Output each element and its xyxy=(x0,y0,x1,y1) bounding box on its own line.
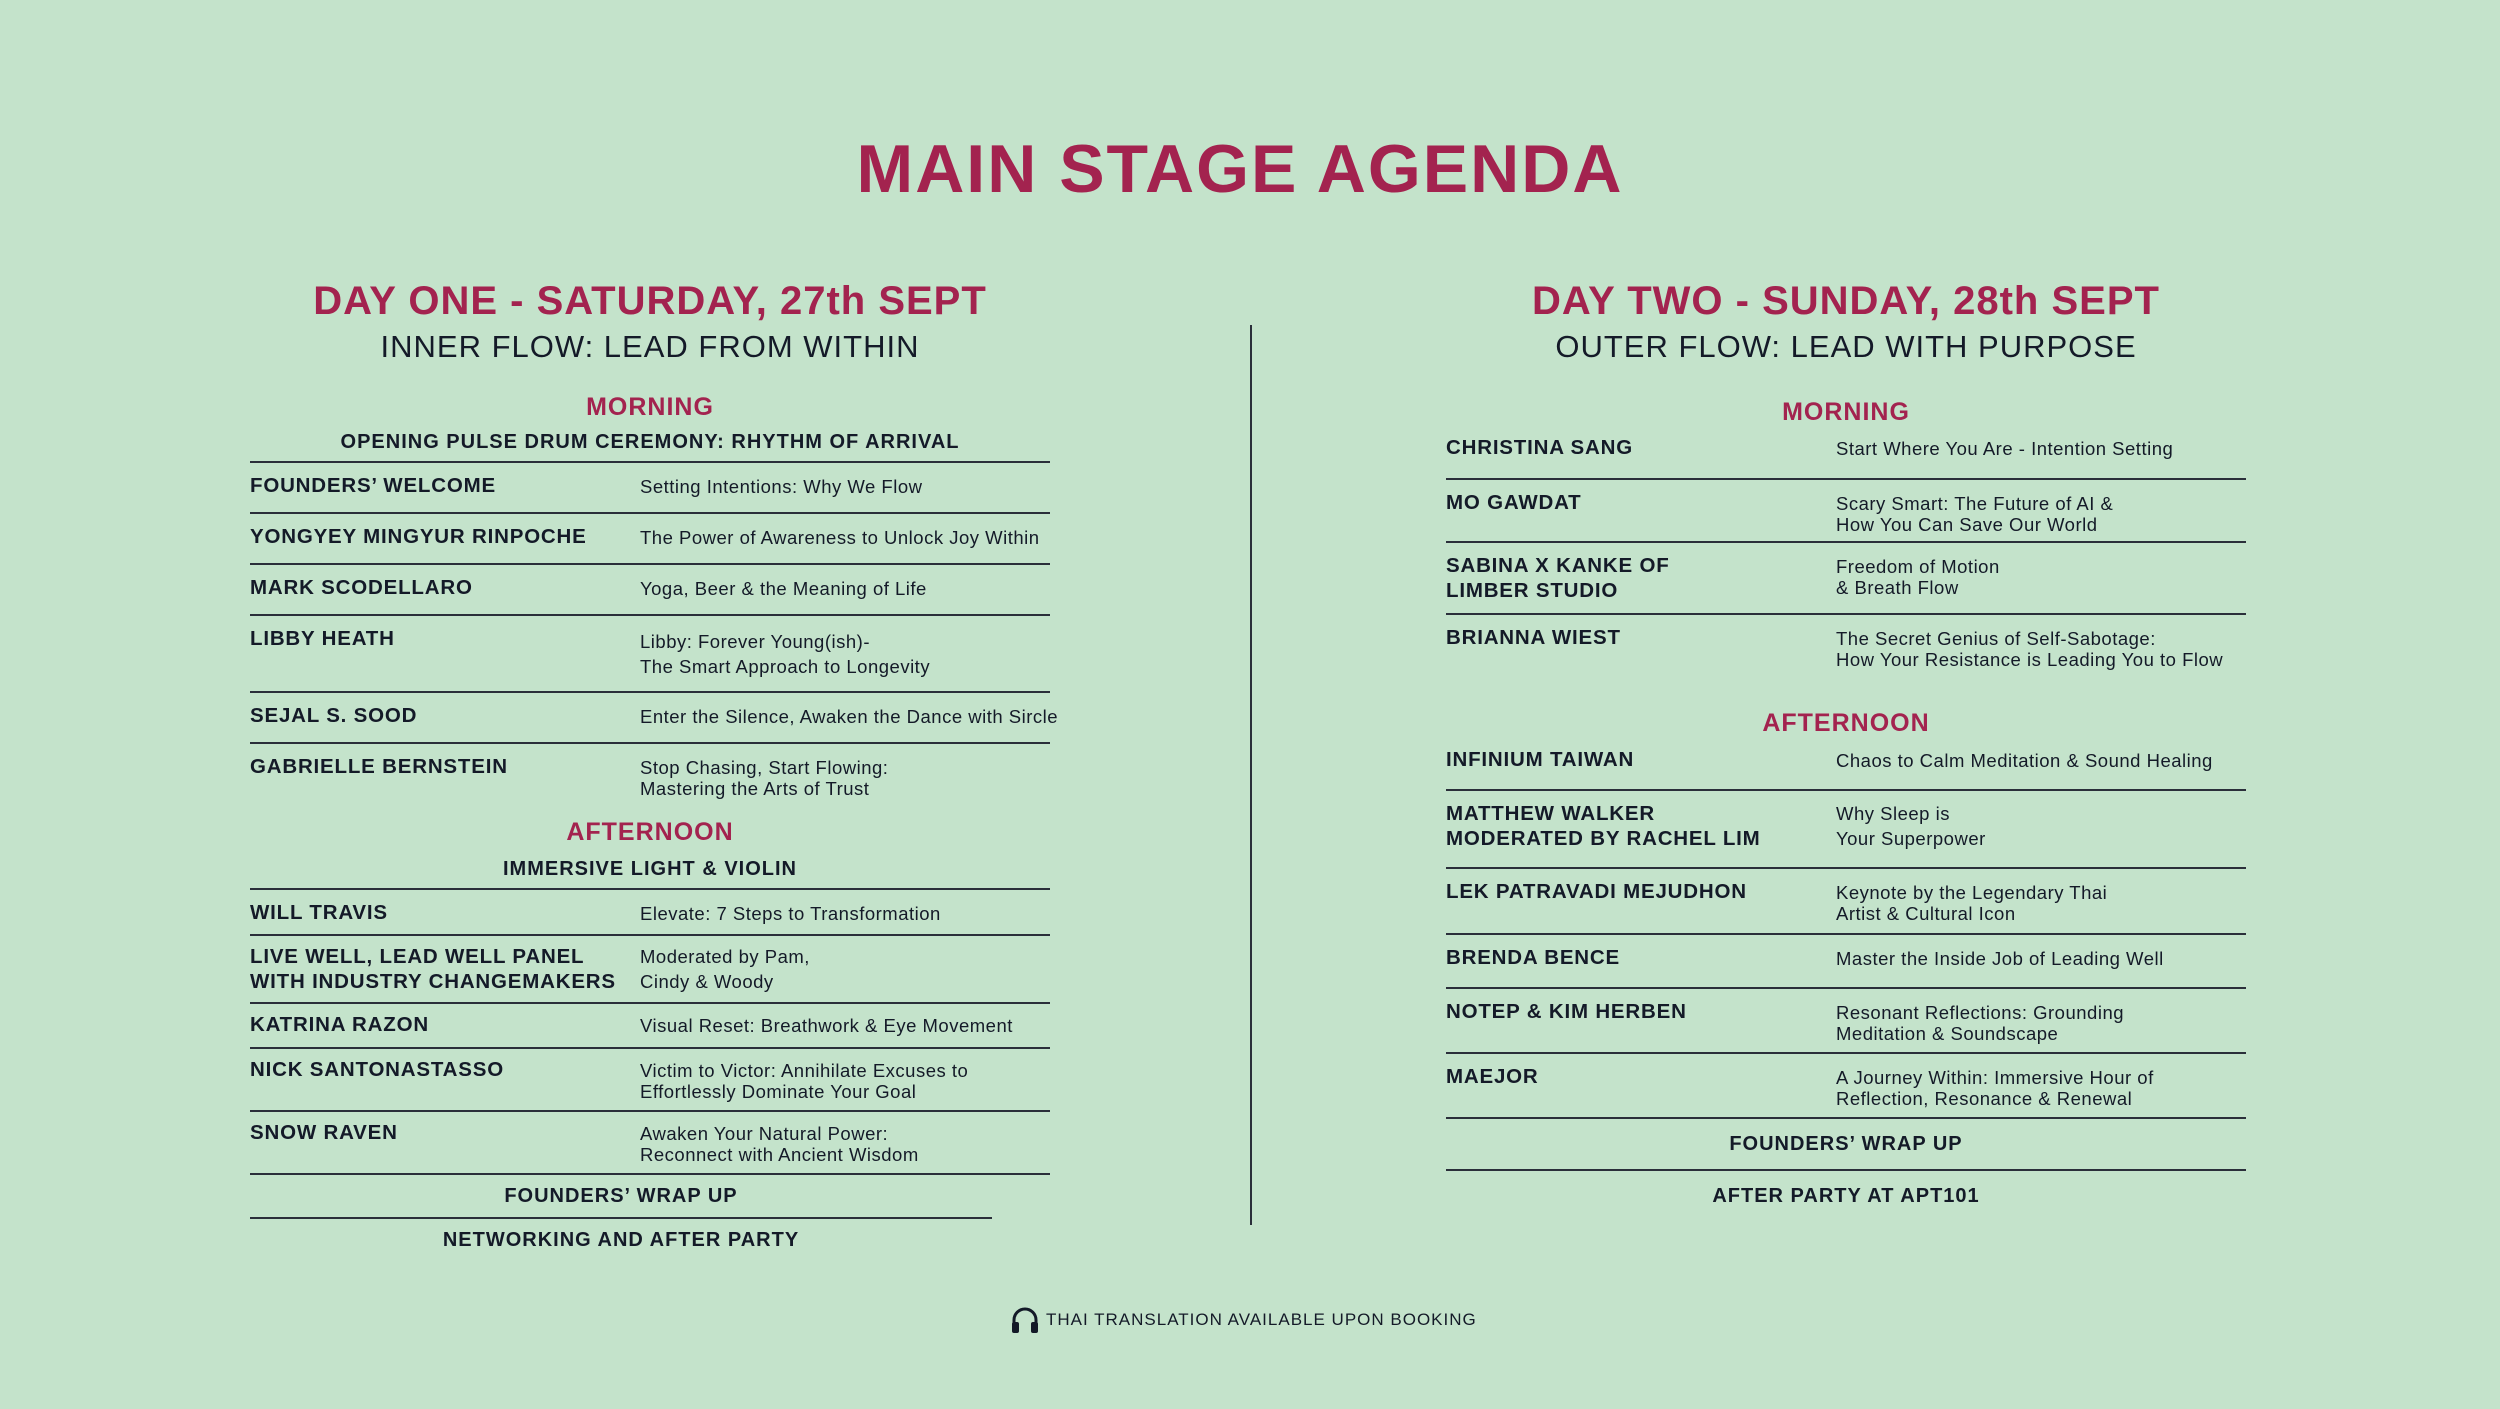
speaker-name: MATTHEW WALKER MODERATED BY RACHEL LIM xyxy=(1446,802,1761,850)
day-two-morning-list xyxy=(1446,429,2246,687)
day-one-morning-list xyxy=(250,461,1059,814)
speaker-name: NICK SANTONASTASSO xyxy=(250,1058,504,1081)
speaker-name: SEJAL S. SOOD xyxy=(250,704,418,727)
speaker-name: SNOW RAVEN xyxy=(250,1121,398,1144)
agenda-row xyxy=(1446,543,2246,615)
talk-title: Victim to Victor: Annihilate Excuses to Effortlessly Dominate Your Goal xyxy=(640,1060,969,1102)
agenda-row xyxy=(250,616,1050,693)
speaker-name: CHRISTINA SANG xyxy=(1446,436,1633,459)
headphones-icon xyxy=(1010,1306,1040,1334)
speaker-name: LIVE WELL, LEAD WELL PANEL WITH INDUSTRY CHANGEMAKERS xyxy=(250,945,616,993)
speaker-name: GABRIELLE BERNSTEIN xyxy=(250,755,508,778)
day-one-opening: OPENING PULSE DRUM CEREMONY: RHYTHM OF ARRIVAL xyxy=(340,431,960,453)
agenda-row xyxy=(250,890,1050,936)
talk-title: Start Where You Are - Intention Setting xyxy=(1836,438,2174,459)
day-two-afternoon-list xyxy=(1446,741,2246,1119)
talk-title: Moderated by Pam, Cindy & Woody xyxy=(640,946,810,992)
talk-title: The Secret Genius of Self-Sabotage: How Your Resistance is Leading You to Flow xyxy=(1836,628,2224,670)
talk-title: Freedom of Motion & Breath Flow xyxy=(1836,556,2000,598)
speaker-name: FOUNDERS’ WELCOME xyxy=(250,474,496,497)
talk-title: Scary Smart: The Future of AI & How You Can Save Our World xyxy=(1836,493,2114,535)
speaker-name: YONGYEY MINGYUR RINPOCHE xyxy=(250,525,587,548)
day-one-wrap-up: FOUNDERS’ WRAP UP xyxy=(250,1175,992,1219)
day-one-morning-heading: MORNING xyxy=(586,393,714,421)
agenda-row xyxy=(1446,1054,2246,1119)
agenda-row xyxy=(1446,989,2246,1054)
speaker-name: BRENDA BENCE xyxy=(1446,946,1620,969)
speaker-name: NOTEP & KIM HERBEN xyxy=(1446,1000,1687,1023)
speaker-name: KATRINA RAZON xyxy=(250,1013,429,1036)
agenda-row xyxy=(250,936,1050,1004)
day-two-afternoon-heading: AFTERNOON xyxy=(1762,709,1930,737)
talk-title: Visual Reset: Breathwork & Eye Movement xyxy=(640,1015,1013,1036)
agenda-row xyxy=(250,1004,1050,1049)
day-two-column xyxy=(1446,275,2246,1221)
day-one-title: DAY ONE - SATURDAY, 27th SEPT xyxy=(313,279,987,323)
talk-title: Elevate: 7 Steps to Transformation xyxy=(640,903,941,924)
day-two-closing: AFTER PARTY AT APT101 xyxy=(1712,1185,1980,1207)
speaker-name: MARK SCODELLARO xyxy=(250,576,473,599)
agenda-row xyxy=(250,1049,1050,1112)
talk-title: Awaken Your Natural Power: Reconnect with Ancient Wisdom xyxy=(640,1123,919,1165)
day-two-title: DAY TWO - SUNDAY, 28th SEPT xyxy=(1532,279,2160,323)
talk-title: A Journey Within: Immersive Hour of Reflection, Resonance & Renewal xyxy=(1836,1067,2154,1109)
speaker-name: SABINA X KANKE OF LIMBER STUDIO xyxy=(1446,554,1670,602)
day-one-afternoon-list xyxy=(250,888,1050,1175)
translation-note-text: THAI TRANSLATION AVAILABLE UPON BOOKING xyxy=(1046,1310,1477,1329)
agenda-row xyxy=(1446,935,2246,989)
speaker-name: MO GAWDAT xyxy=(1446,491,1582,514)
agenda-row xyxy=(1446,741,2246,791)
day-two-morning-heading: MORNING xyxy=(1782,398,1910,426)
speaker-name: BRIANNA WIEST xyxy=(1446,626,1621,649)
speaker-name: LEK PATRAVADI MEJUDHON xyxy=(1446,880,1747,903)
talk-title: Keynote by the Legendary Thai Artist & Cultural Icon xyxy=(1836,882,2108,924)
talk-title: Master the Inside Job of Leading Well xyxy=(1836,948,2164,969)
talk-title: Chaos to Calm Meditation & Sound Healing xyxy=(1836,750,2213,771)
agenda-row xyxy=(1446,791,2246,869)
day-one-theme: INNER FLOW: LEAD FROM WITHIN xyxy=(380,329,920,364)
agenda-row xyxy=(250,514,1050,565)
day-two-theme: OUTER FLOW: LEAD WITH PURPOSE xyxy=(1555,329,2137,364)
agenda-row xyxy=(1446,429,2246,480)
talk-title: The Power of Awareness to Unlock Joy Within xyxy=(640,527,1040,548)
page-title: MAIN STAGE AGENDA xyxy=(856,131,1624,207)
talk-title: Yoga, Beer & the Meaning of Life xyxy=(640,578,927,599)
column-divider xyxy=(1250,325,1252,1225)
agenda-row xyxy=(250,463,1050,514)
agenda-row xyxy=(1446,615,2246,687)
translation-note xyxy=(1010,1306,1477,1334)
agenda-row xyxy=(1446,869,2246,935)
speaker-name: WILL TRAVIS xyxy=(250,901,388,924)
talk-title: Enter the Silence, Awaken the Dance with Sircle xyxy=(640,706,1059,727)
speaker-name: MAEJOR xyxy=(1446,1065,1539,1088)
talk-title: Resonant Reflections: Grounding Meditation & Soundscape xyxy=(1836,1002,2125,1044)
speaker-name: LIBBY HEATH xyxy=(250,627,395,650)
agenda-row xyxy=(250,693,1059,744)
talk-title: Stop Chasing, Start Flowing: Mastering the Arts of Trust xyxy=(640,757,889,799)
day-one-afternoon-heading: AFTERNOON xyxy=(566,818,734,846)
day-one-closing: NETWORKING AND AFTER PARTY xyxy=(442,1229,800,1251)
agenda-row xyxy=(250,1112,1050,1175)
day-one-column xyxy=(250,275,1059,1261)
talk-title: Why Sleep is Your Superpower xyxy=(1836,803,1986,849)
talk-title: Libby: Forever Young(ish)- The Smart Approach to Longevity xyxy=(640,631,931,677)
day-one-afternoon-opening: IMMERSIVE LIGHT & VIOLIN xyxy=(502,858,797,880)
agenda-row xyxy=(1446,480,2246,543)
talk-title: Setting Intentions: Why We Flow xyxy=(640,476,923,497)
speaker-name: INFINIUM TAIWAN xyxy=(1446,748,1635,771)
agenda-row xyxy=(250,744,1050,814)
day-two-wrap-up: FOUNDERS’ WRAP UP xyxy=(1446,1119,2246,1171)
agenda-row xyxy=(250,565,1050,616)
